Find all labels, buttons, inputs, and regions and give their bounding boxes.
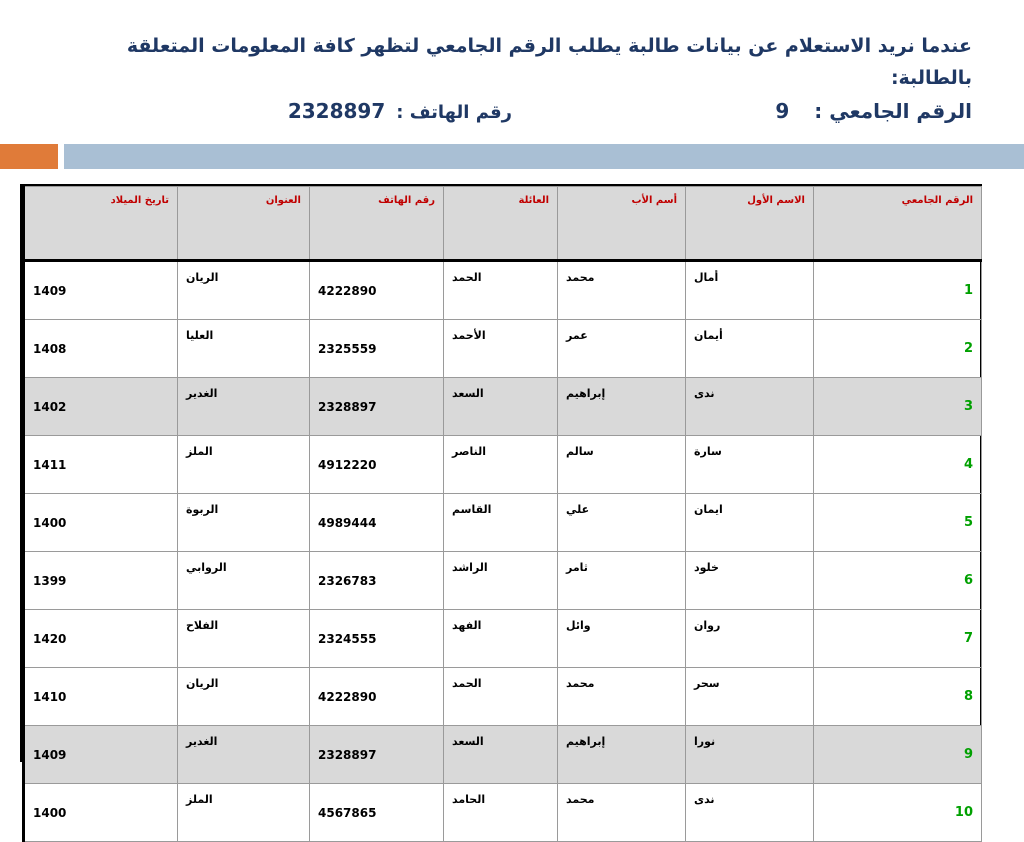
title-divider [0, 144, 1024, 169]
title-line-1: عندما نريد الاستعلام عن بيانات طالبة يطلب الرقم الجامعي لتظهر كافة المعلومات المتعلقة [126, 35, 972, 57]
table-row [24, 668, 982, 726]
cell-first-name: ندى [686, 784, 814, 842]
phone-label: رقم الهاتف : [396, 102, 512, 123]
cell-birth-date: 1399 [24, 552, 178, 610]
table-row [24, 610, 982, 668]
cell-university-id: 1 [814, 261, 982, 320]
cell-university-id: 10 [814, 784, 982, 842]
header-father-name: أسم الأب [558, 187, 686, 261]
header-university-id: الرقم الجامعي [814, 187, 982, 261]
cell-father-name: إبراهيم [558, 378, 686, 436]
cell-phone: 4989444 [310, 494, 444, 552]
cell-family: الراشد [444, 552, 558, 610]
cell-father-name: محمد [558, 668, 686, 726]
university-id-value: 9 [775, 99, 790, 123]
cell-family: الحمد [444, 261, 558, 320]
cell-birth-date: 1410 [24, 668, 178, 726]
cell-phone: 2328897 [310, 378, 444, 436]
cell-first-name: روان [686, 610, 814, 668]
table-row [24, 726, 982, 784]
phone-info [288, 94, 512, 130]
table-header-row [24, 187, 982, 261]
cell-address: الروابي [178, 552, 310, 610]
cell-address: الريان [178, 668, 310, 726]
cell-family: الحامد [444, 784, 558, 842]
cell-birth-date: 1402 [24, 378, 178, 436]
table-row [24, 494, 982, 552]
cell-address: العليا [178, 320, 310, 378]
cell-address: الملز [178, 436, 310, 494]
cell-phone: 4567865 [310, 784, 444, 842]
divider-orange-block [0, 144, 58, 169]
cell-university-id: 2 [814, 320, 982, 378]
cell-father-name: محمد [558, 784, 686, 842]
cell-family: الناصر [444, 436, 558, 494]
cell-father-name: محمد [558, 261, 686, 320]
students-table [22, 186, 982, 842]
cell-university-id: 6 [814, 552, 982, 610]
students-table-frame [20, 184, 982, 820]
cell-first-name: ندى [686, 378, 814, 436]
cell-phone: 2324555 [310, 610, 444, 668]
cell-address: الريان [178, 261, 310, 320]
cell-first-name: ايمان [686, 494, 814, 552]
cell-university-id: 3 [814, 378, 982, 436]
cell-father-name: سالم [558, 436, 686, 494]
cell-address: الغدير [178, 378, 310, 436]
cell-family: الفهد [444, 610, 558, 668]
university-id-label: الرقم الجامعي : [814, 99, 972, 123]
cell-address: الفلاح [178, 610, 310, 668]
cell-university-id: 7 [814, 610, 982, 668]
cell-first-name: سحر [686, 668, 814, 726]
title-line-2: بالطالبة: [890, 67, 972, 89]
cell-birth-date: 1408 [24, 320, 178, 378]
cell-phone: 2325559 [310, 320, 444, 378]
header-address: العنوان [178, 187, 310, 261]
cell-father-name: وائل [558, 610, 686, 668]
cell-phone: 2326783 [310, 552, 444, 610]
slide-title [20, 30, 972, 128]
header-phone: رقم الهاتف [310, 187, 444, 261]
cell-phone: 4222890 [310, 668, 444, 726]
table-row [24, 320, 982, 378]
cell-first-name: نورا [686, 726, 814, 784]
divider-blue-bar [64, 144, 1024, 169]
cell-first-name: خلود [686, 552, 814, 610]
cell-family: الحمد [444, 668, 558, 726]
cell-first-name: أمال [686, 261, 814, 320]
cell-birth-date: 1409 [24, 726, 178, 784]
cell-family: القاسم [444, 494, 558, 552]
cell-university-id: 8 [814, 668, 982, 726]
cell-birth-date: 1411 [24, 436, 178, 494]
cell-father-name: إبراهيم [558, 726, 686, 784]
cell-family: السعد [444, 378, 558, 436]
table-body [24, 261, 982, 842]
cell-father-name: عمر [558, 320, 686, 378]
cell-address: الربوة [178, 494, 310, 552]
cell-father-name: علي [558, 494, 686, 552]
cell-birth-date: 1400 [24, 784, 178, 842]
cell-birth-date: 1420 [24, 610, 178, 668]
cell-phone: 4222890 [310, 261, 444, 320]
table-row [24, 261, 982, 320]
header-birth-date: تاريخ الميلاد [24, 187, 178, 261]
cell-phone: 4912220 [310, 436, 444, 494]
cell-university-id: 5 [814, 494, 982, 552]
query-info [20, 94, 972, 128]
cell-address: الغدير [178, 726, 310, 784]
cell-birth-date: 1409 [24, 261, 178, 320]
header-family: العائلة [444, 187, 558, 261]
table-row [24, 784, 982, 842]
table-row [24, 436, 982, 494]
cell-family: السعد [444, 726, 558, 784]
cell-university-id: 4 [814, 436, 982, 494]
university-id-info [775, 94, 972, 128]
cell-phone: 2328897 [310, 726, 444, 784]
table-row [24, 552, 982, 610]
cell-family: الأحمد [444, 320, 558, 378]
cell-birth-date: 1400 [24, 494, 178, 552]
cell-university-id: 9 [814, 726, 982, 784]
cell-first-name: سارة [686, 436, 814, 494]
header-first-name: الاسم الأول [686, 187, 814, 261]
cell-first-name: أيمان [686, 320, 814, 378]
phone-value: 2328897 [287, 99, 386, 123]
table-row [24, 378, 982, 436]
cell-address: الملز [178, 784, 310, 842]
cell-father-name: ثامر [558, 552, 686, 610]
